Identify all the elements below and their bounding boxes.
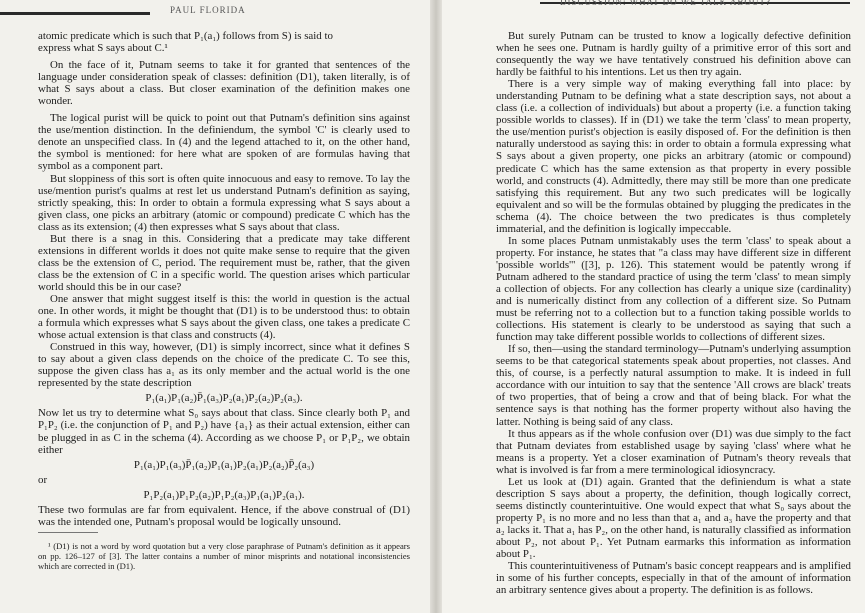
paragraph: Construed in this way, however, (D1) is simply incorrect, since what it defines S to say about a given class depends on the choice of the predicate C. To see this, suppose the given class has a₁ as its only member and the actual world is the one represented by the state description [38,341,410,390]
paragraph: If so, then—using the standard terminology—Putnam's underlying assumption seems to be that categorical statements speak about properties, not classes. And this, of course, is a perfectly natural assumption to make. It is indeed in full accordance with our intuition to say that the sentence 'All crows are black' treats of two properties, that of being a crow and that of being black. For what the sentence says is that nothing has the former property without also having the latter. Nothing is being said of any class. [496,343,851,428]
paragraph: It thus appears as if the whole confusion over (D1) was due simply to the fact that Putnam deviates from established usage by saying 'class' where what he means is a property. Yet a closer examination of Putnam's theory reveals that what is involved is far from a mere terminological idiosyncracy. [496,427,851,476]
left-running-header: PAUL FLORIDA [170,5,246,15]
paragraph: Let us look at (D1) again. Granted that the definiendum is what a state description S says about a property, the definition, though logically correct, seems distinctly counterintuitive. One would expect that what S₀ says about the property P₁ is no more and no less than that a₁ and a₃ have the property and that a₂ lacks it. That a₁ has P₂, on the other hand, is naturally classified as information about P₂, not about P₁. Yet Putnam earmarks this information as information about P₁. [496,475,851,561]
paragraph: On the face of it, Putnam seems to take it for granted that sentences of the language under consideration speak of classes: definition (D1), taken literally, is of what S says about a class. But closer examination of the definition makes one wonder. [38,59,410,108]
left-column [38,30,410,571]
paragraph: The logical purist will be quick to point out that Putnam's definition sins against the use/mention distinction. In the definiendum, the symbol 'C' is clearly used to denote an unspecified class. In (4) and the legend attached to it, on the other hand, the symbol is mentioned: for here what are spoken of are formulas having that symbol as a component part. [38,112,410,173]
paragraph: But surely Putnam can be trusted to know a logically defective definition when he sees one. Putnam is hardly guilty of a primitive error of this sort and consequently the way we have tentatively construed his definition above can hardly be faithful to his intentions. Let us then try again. [496,30,851,79]
paragraph: This counterintuitiveness of Putnam's basic concept reappears and is amplified in some of his further concepts, especially in that of the amount of information an arbitrary sentence gives about a property. The definition is as follows. [496,560,851,597]
footnote-rule [38,532,98,533]
paragraph: One answer that might suggest itself is this: the world in question is the actual one. In other words, it might be thought that (D1) is to be understood thus: to obtain a formula which expresses what S says about the given class, one takes a predicate C whose actual extension is that class and constructs (4). [38,292,410,342]
formula: P₁P₂(a₁)P₁P₂(a₂)P₁P₂(a₃)P₁(a₁)P₂(a₁). [143,488,305,501]
right-running-header: DISCUSSION: WHAT DO WE TALK ABOUT? [560,0,771,7]
book-gutter [430,0,442,613]
paragraph: In some places Putnam unmistakably uses the term 'class' to speak about a property. For instance, he states that "a class may have different size in different 'possible worlds'" ([3], p. 126). This statement would be patently wrong if Putnam adhered to the standard practice of using the term 'class' to mean simply a collection of objects. For any collection has clearly a unique size (cardinality) and is numerically distinct from any collection of a different size. So Putnam must be referring not to a collection but to a function taking possible worlds to collections. His statement is clearly to be understood as saying that such a function may take different possible worlds to collections of different sizes. [496,234,851,344]
left-header-rule [0,12,150,15]
right-column [496,30,851,596]
paragraph: There is a very simple way of making everything fall into place: by understanding Putnam to be defining what a state description says, not about a class (i.e. a collection of individuals) but about a property (i.e. a function taking possible worlds to classes). If in (D1) we take the term 'class' to mean property, the use/mention purist's objection is easily disposed of. For the definition is then naturally understood as saying this: in order to obtain a formula expressing what S says about a given property, one picks an arbitrary (atomic or compound) predicate C which has the same extension as that property in every possible world, and constructs (4). Admittedly, there may still be more than one predicate satisfying this requirement. But any two such predicates will be logically equivalent and so will be the formulas obtained by plugging the predicates in the schema (4). The choice between the two predicates is thus completely immaterial, and the definition is logically impeccable. [496,78,851,235]
formula: P₁(a₁)P₁(a₃)P̄₁(a₂)P₁(a₁)P₂(a₁)P₂(a₂)P̄₂(a₃) [133,458,315,471]
text-line: atomic predicate which is such that P₁(a₁) follows from S) is said to [38,30,333,42]
formula: P₁(a₁)P₁(a₂)P̄₁(a₃)P₂(a₁)P₂(a₂)P₂(a₃). [145,392,303,405]
paragraph: Now let us try to determine what S₀ says about that class. Since clearly both P₁ and P₁P₂ (i.e. the conjunction of P₁ and P₂) have {a₁} as their actual extension, either can be plugged in as C in the schema (4). According as we choose P₁ or P₁P₂, we obtain either [38,407,410,456]
text-line: express what S says about C.¹ [38,42,168,55]
paragraph: But there is a snag in this. Considering that a predicate may take different extensions in different worlds it does not quite make sense to require that the given class be the extension of C, period. The requirement must be, rather, that the given class be the extension of C in a specific world. The question arises which particular world should this be in our case? [38,232,410,293]
footnote: ¹ (D1) is not a word by word quotation but a very close paraphrase of Putnam's definition as it appears on pp. 126–127 of [3]. The latter contains a number of minor misprints and notational inconsistencies which are corrected in (D1). [38,540,410,571]
paragraph: But sloppiness of this sort is often quite innocuous and easy to remove. To lay the use/mention purist's qualms at rest let us understand Putnam's definition as saying, strictly speaking, this: In order to obtain a formula expressing what S says about a given class, one picks an arbitrary (atomic or compound) predicate C which has the class as its extension; (4) then expresses what S says about that class. [38,172,410,233]
text-line: or [38,473,48,486]
paragraph: These two formulas are far from equivalent. Hence, if the above construal of (D1) was the intended one, Putnam's proposal would be logically unsound. [38,503,410,528]
